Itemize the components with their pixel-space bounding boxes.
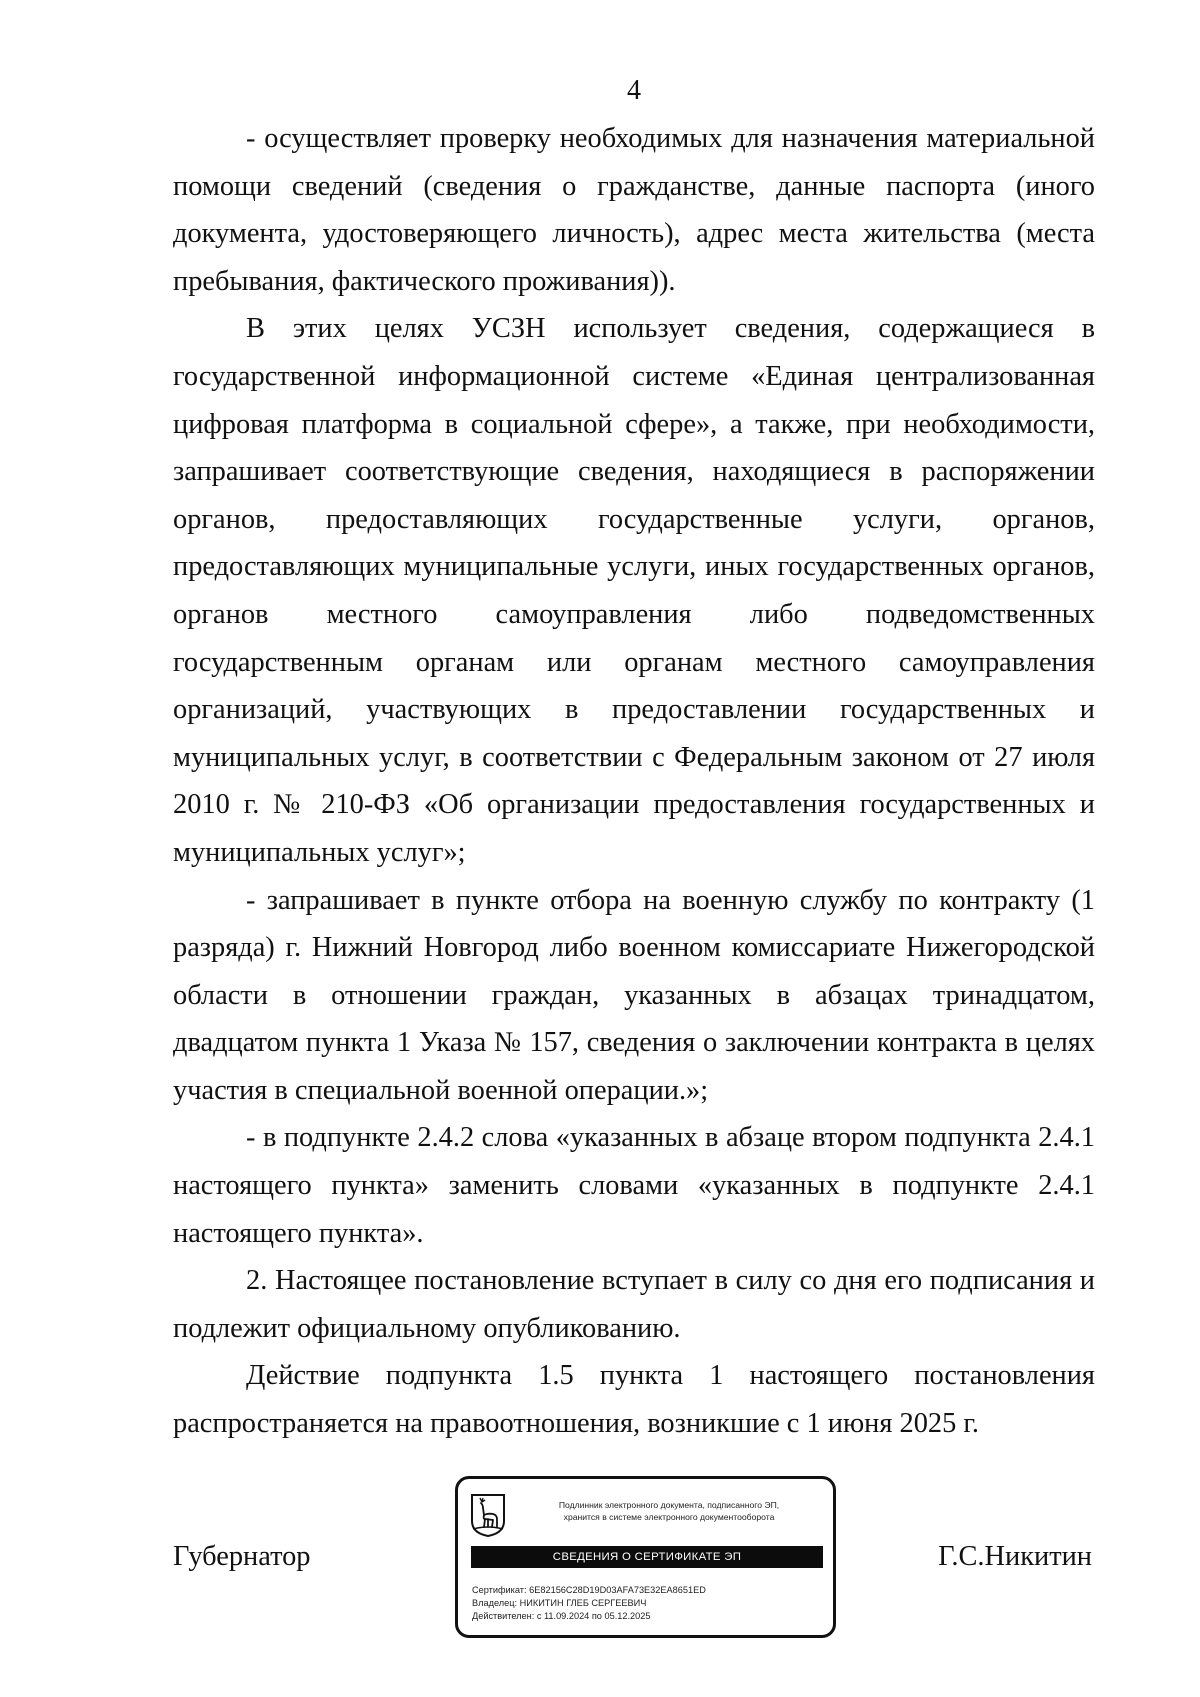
signatory-name: Г.С.Никитин bbox=[938, 1541, 1092, 1572]
signatory-title: Губернатор bbox=[173, 1541, 311, 1572]
stamp-header: Подлинник электронного документа, подписанного ЭП, хранится в системе электронного документооборота bbox=[558, 1500, 780, 1522]
paragraph: - в подпункте 2.4.2 слова «указанных в абзаце втором подпункта 2.4.1 настоящего пункта» заменить словами «указанных в подпункте 2.4.1 настоящего пункта». bbox=[173, 1122, 1095, 1249]
certificate-number: Сертификат: 6E82156C28D19D03AFA73E32EA8651ED bbox=[472, 1585, 706, 1595]
page-number: 4 bbox=[627, 75, 641, 106]
paragraph: В этих целях УСЗН использует сведения, содержащиеся в государственной информационной системе «Единая централизованная цифровая платформа в социальной сфере», а также, при необходимости, запрашивает соответствующие сведения, находящиеся в распоряжении органов, предоставляющих государственные услуги, органов, предоставляющих муниципальные услуги, иных государственных органов, органов местного самоуправления либо подведомственных государственным органам или органам местного самоуправления организаций, участвующих в предоставлении государственных и муниципальных услуг, в соответствии с Федеральным законом от 27 июля 2010 г. № 210-ФЗ «Об организации предоставления государственных и муниципальных услуг»; bbox=[173, 313, 1095, 868]
paragraph: Действие подпункта 1.5 пункта 1 настоящего постановления распространяется на правоотношения, возникшие с 1 июня 2025 г. bbox=[173, 1360, 1095, 1440]
document-body bbox=[173, 115, 1095, 1448]
certificate-owner: Владелец: НИКИТИН ГЛЕБ СЕРГЕЕВИЧ bbox=[472, 1598, 647, 1608]
deer-coat-of-arms-icon bbox=[470, 1493, 506, 1537]
paragraph: - запрашивает в пункте отбора на военную службу по контракту (1 разряда) г. Нижний Новгород либо военном комиссариате Нижегородской области в отношении граждан, указанных в абзацах тринадцатом, двадцатом пункта 1 Указа № 157, сведения о заключении контракта в целях участия в специальной военной операции.»; bbox=[173, 884, 1095, 1106]
electronic-signature-stamp bbox=[455, 1476, 836, 1638]
certificate-details bbox=[472, 1584, 827, 1623]
paragraph: 2. Настоящее постановление вступает в силу со дня его подписания и подлежит официальному опубликованию. bbox=[173, 1265, 1095, 1344]
certificate-validity: Действителен: с 11.09.2024 по 05.12.2025 bbox=[472, 1611, 651, 1621]
paragraph: - осуществляет проверку необходимых для назначения материальной помощи сведений (сведения о гражданстве, данные паспорта (иного документа, удостоверяющего личность), адрес места жительства (места пребывания, фактического проживания)). bbox=[173, 123, 1095, 297]
stamp-title-bar: СВЕДЕНИЯ О СЕРТИФИКАТЕ ЭП bbox=[471, 1546, 823, 1568]
